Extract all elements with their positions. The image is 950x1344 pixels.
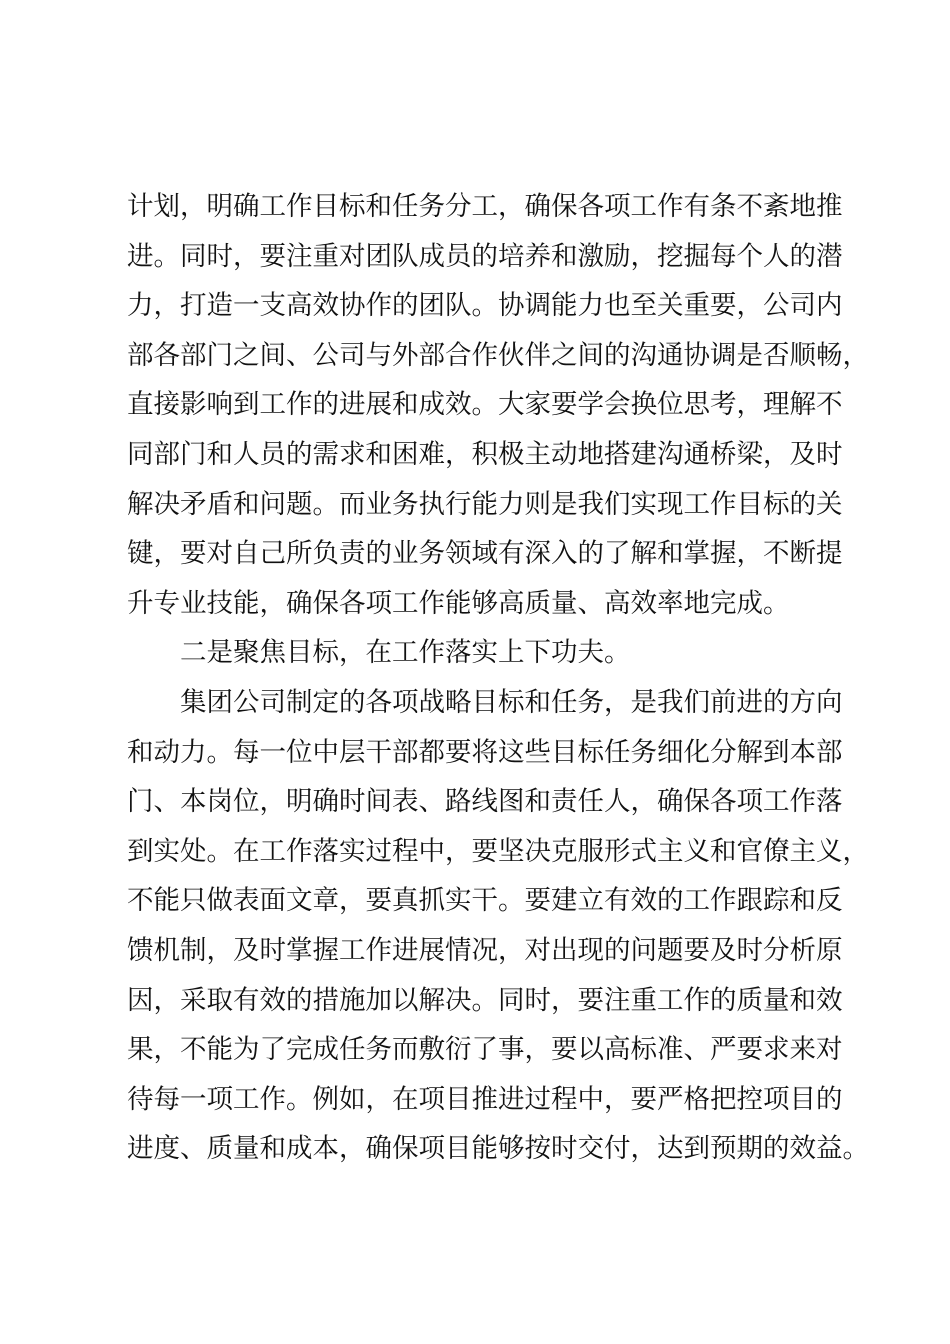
text-line: 二是聚焦目标，在工作落实上下功夫。 [180,637,631,669]
text-line: 和动力。每一位中层干部都要将这些目标任务细化分解到本部 [127,736,843,768]
text-line: 解决矛盾和问题。而业务执行能力则是我们实现工作目标的关 [127,488,843,520]
text-line: 升专业技能，确保各项工作能够高质量、高效率地完成。 [127,587,790,619]
text-line: 因，采取有效的措施加以解决。同时，要注重工作的质量和效 [127,984,843,1016]
text-line: 同部门和人员的需求和困难，积极主动地搭建沟通桥梁，及时 [127,438,843,470]
text-line: 部各部门之间、公司与外部合作伙伴之间的沟通协调是否顺畅， [127,339,869,371]
text-line: 待每一项工作。例如，在项目推进过程中，要严格把控项目的 [127,1083,843,1115]
text-line: 进。同时，要注重对团队成员的培养和激励，挖掘每个人的潜 [127,240,843,272]
text-line: 果，不能为了完成任务而敷衍了事，要以高标准、严要求来对 [127,1034,843,1066]
text-line: 不能只做表面文章，要真抓实干。要建立有效的工作跟踪和反 [127,885,843,917]
body-text [127,182,869,1174]
text-line: 键，要对自己所负责的业务领域有深入的了解和掌握，不断提 [127,538,843,570]
text-line: 门、本岗位，明确时间表、路线图和责任人，确保各项工作落 [127,786,843,818]
text-line: 进度、质量和成本，确保项目能够按时交付，达到预期的效益。 [127,1133,869,1165]
text-line: 计划，明确工作目标和任务分工，确保各项工作有条不紊地推 [127,191,843,222]
text-line: 集团公司制定的各项战略目标和任务，是我们前进的方向 [180,686,843,718]
text-line: 到实处。在工作落实过程中，要坚决克服形式主义和官僚主义， [127,835,869,867]
text-line: 馈机制，及时掌握工作进展情况，对出现的问题要及时分析原 [127,934,843,966]
text-line: 直接影响到工作的进展和成效。大家要学会换位思考，理解不 [127,389,843,421]
text-line: 力，打造一支高效协作的团队。协调能力也至关重要，公司内 [127,290,843,322]
